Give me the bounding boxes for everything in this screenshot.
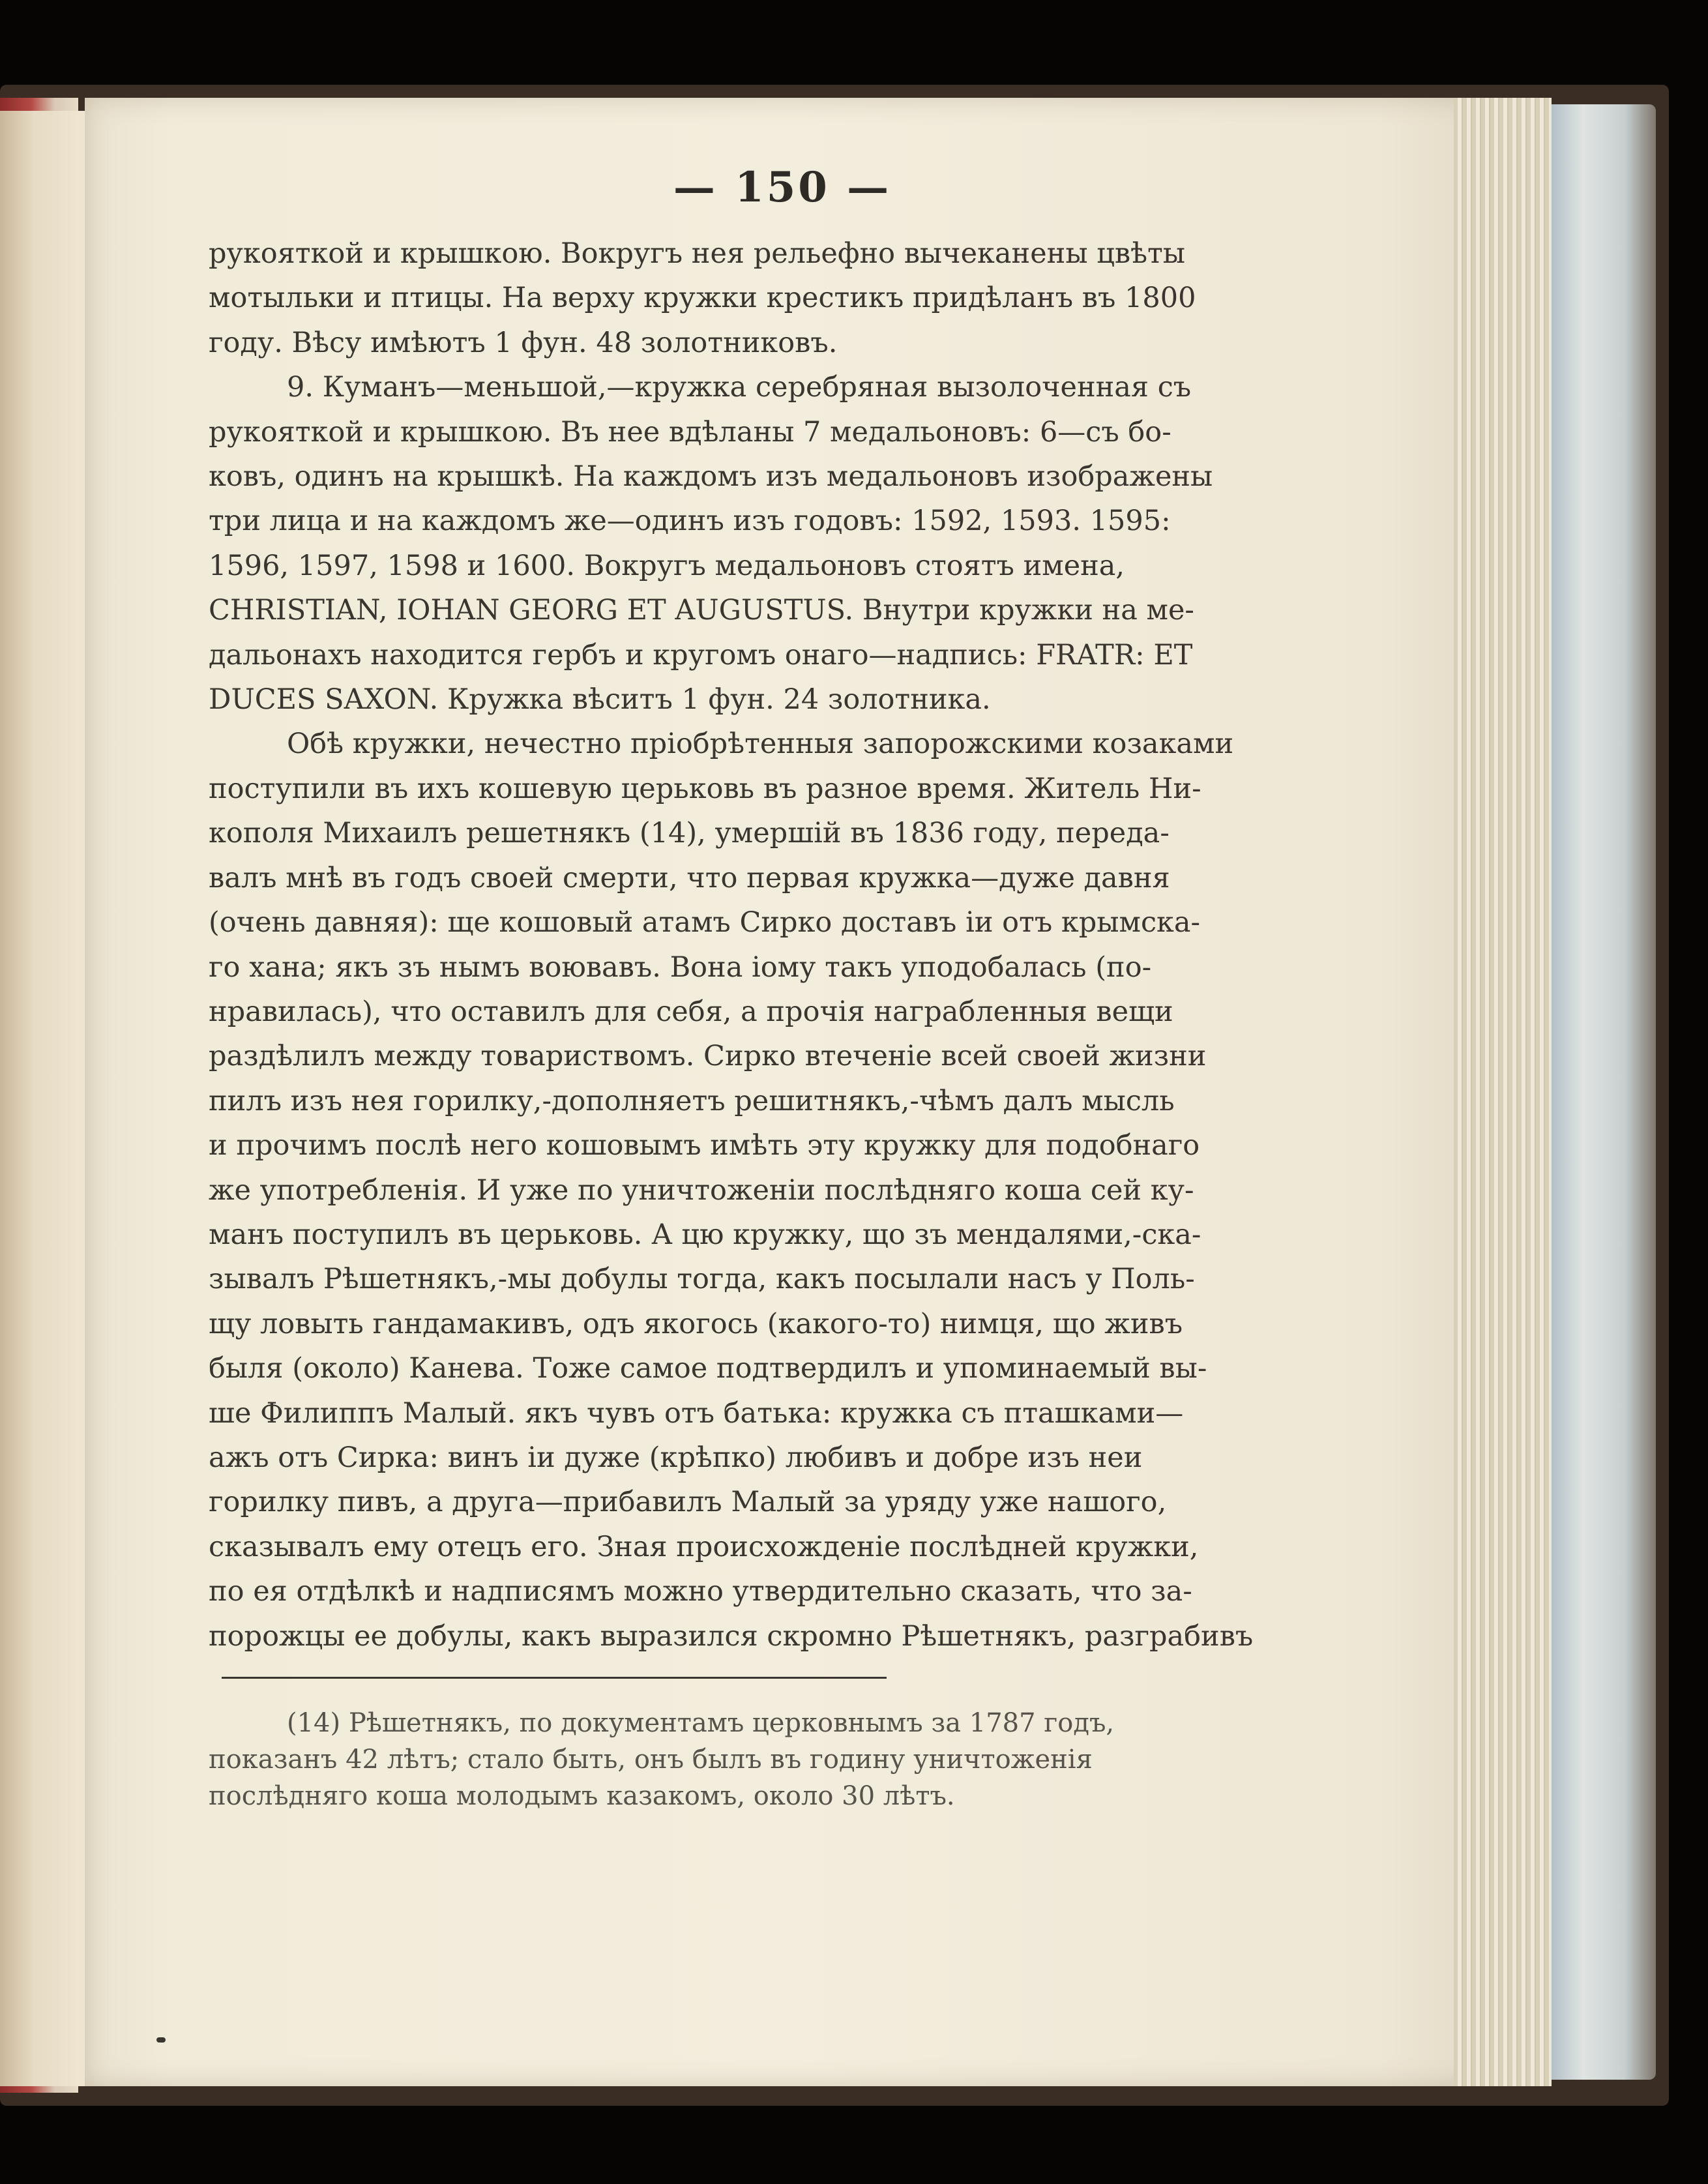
text-line: ше Филиппъ Малый. якъ чувъ отъ батька: кружка съ пташками— (209, 1396, 1184, 1430)
text-line: раздѣлилъ между товариствомъ. Сирко втеченіе всей своей жизни (209, 1040, 1207, 1073)
text-line: году. Вѣсу имѣютъ 1 фун. 48 золотниковъ. (209, 326, 838, 359)
text-line: по ея отдѣлкѣ и надписямъ можно утвердительно сказать, что за- (209, 1575, 1192, 1608)
text-line: и прочимъ послѣ него кошовымъ имѣть эту кружку для подобнаго (209, 1129, 1200, 1162)
text-line: горилку пивъ, а друга—прибавилъ Малый за уряду уже нашого, (209, 1486, 1167, 1519)
text-line: рукояткой и крышкою. Вокругъ нея рельефно вычеканены цвѣты (209, 237, 1186, 270)
text-line: поступили въ ихъ кошевую церьковь въ разное время. Житель Ни- (209, 772, 1201, 805)
text-line: DUCES SAXON. Кружка вѣситъ 1 фун. 24 золотника. (209, 683, 991, 716)
text-line: дальонахъ находится гербъ и кругомъ онаго—надпись: FRATR: ET (209, 638, 1193, 671)
text-line: Обѣ кружки, нечестно пріобрѣтенныя запорожскими козаками (287, 728, 1234, 761)
text-line: нравилась), что оставилъ для себя, а прочія награбленныя вещи (209, 995, 1173, 1028)
footnote-divider (222, 1677, 887, 1679)
footnote-line: показанъ 42 лѣтъ; стало быть, онъ былъ въ годину уничтоженія (209, 1745, 1093, 1775)
text-line: щу ловыть гандамакивъ, одъ якогось (какого-то) нимця, що живъ (209, 1307, 1183, 1340)
back-board (1552, 104, 1656, 2080)
text-line: три лица и на каждомъ же—одинъ изъ годовъ: 1592, 1593. 1595: (209, 505, 1171, 538)
text-line: кополя Михаилъ решетнякъ (14), умершій въ 1836 году, переда- (209, 817, 1170, 850)
text-line: ажъ отъ Сирка: винъ іи дуже (крѣпко) любивъ и добре изъ неи (209, 1441, 1143, 1474)
text-line: сказывалъ ему отецъ его. Зная происхожденіе послѣдней кружки, (209, 1530, 1199, 1563)
text-line: валъ мнѣ въ годъ своей смерти, что первая кружка—дуже давня (209, 861, 1170, 894)
text-line: мотыльки и птицы. На верху кружки крестикъ придѣланъ въ 1800 (209, 282, 1196, 315)
page-content (209, 163, 1356, 1814)
footnote (209, 1705, 1356, 1814)
text-line: пилъ изъ нея горилку,-дополняетъ решитнякъ,-чѣмъ далъ мысль (209, 1084, 1175, 1117)
text-line: же употребленія. И уже по уничтоженіи послѣдняго коша сей ку- (209, 1173, 1194, 1207)
text-line: быля (около) Канева. Тоже самое подтвердилъ и упоминаемый вы- (209, 1352, 1207, 1385)
ink-mark (156, 2037, 166, 2043)
page-number: — 150 — (673, 163, 892, 212)
left-page-edge (0, 111, 85, 2086)
text-line: рукояткой и крышкою. Въ нее вдѣланы 7 медальоновъ: 6—съ бо- (209, 415, 1171, 449)
text-line: 1596, 1597, 1598 и 1600. Вокругъ медальоновъ стоятъ имена, (209, 549, 1125, 582)
footnote-line: послѣдняго коша молодымъ казакомъ, около 30 лѣтъ. (209, 1781, 955, 1811)
text-line: порожцы ее добулы, какъ выразился скромно Рѣшетнякъ, разграбивъ (209, 1619, 1254, 1653)
text-line: (очень давняя): ще кошовый атамъ Сирко доставъ іи отъ крымска- (209, 906, 1201, 939)
text-line: CHRISTIAN, IOHAN GEORG ET AUGUSTUS. Внутри кружки на ме- (209, 594, 1194, 627)
page-edges (1454, 98, 1552, 2086)
text-line: зывалъ Рѣшетнякъ,-мы добулы тогда, какъ посылали насъ у Поль- (209, 1263, 1195, 1296)
main-text (209, 231, 1356, 1659)
text-line: го хана; якъ зъ нымъ воювавъ. Вона іому такъ уподобалась (по- (209, 951, 1152, 984)
text-line: ковъ, одинъ на крышкѣ. На каждомъ изъ медальоновъ изображены (209, 460, 1213, 494)
text-line: 9. Куманъ—меньшой,—кружка серебряная вызолоченная съ (287, 371, 1192, 404)
text-line: манъ поступилъ въ церьковь. А цю кружку, що зъ мендалями,-ска- (209, 1218, 1201, 1251)
footnote-line: (14) Рѣшетнякъ, по документамъ церковнымъ за 1787 годъ, (287, 1708, 1115, 1738)
